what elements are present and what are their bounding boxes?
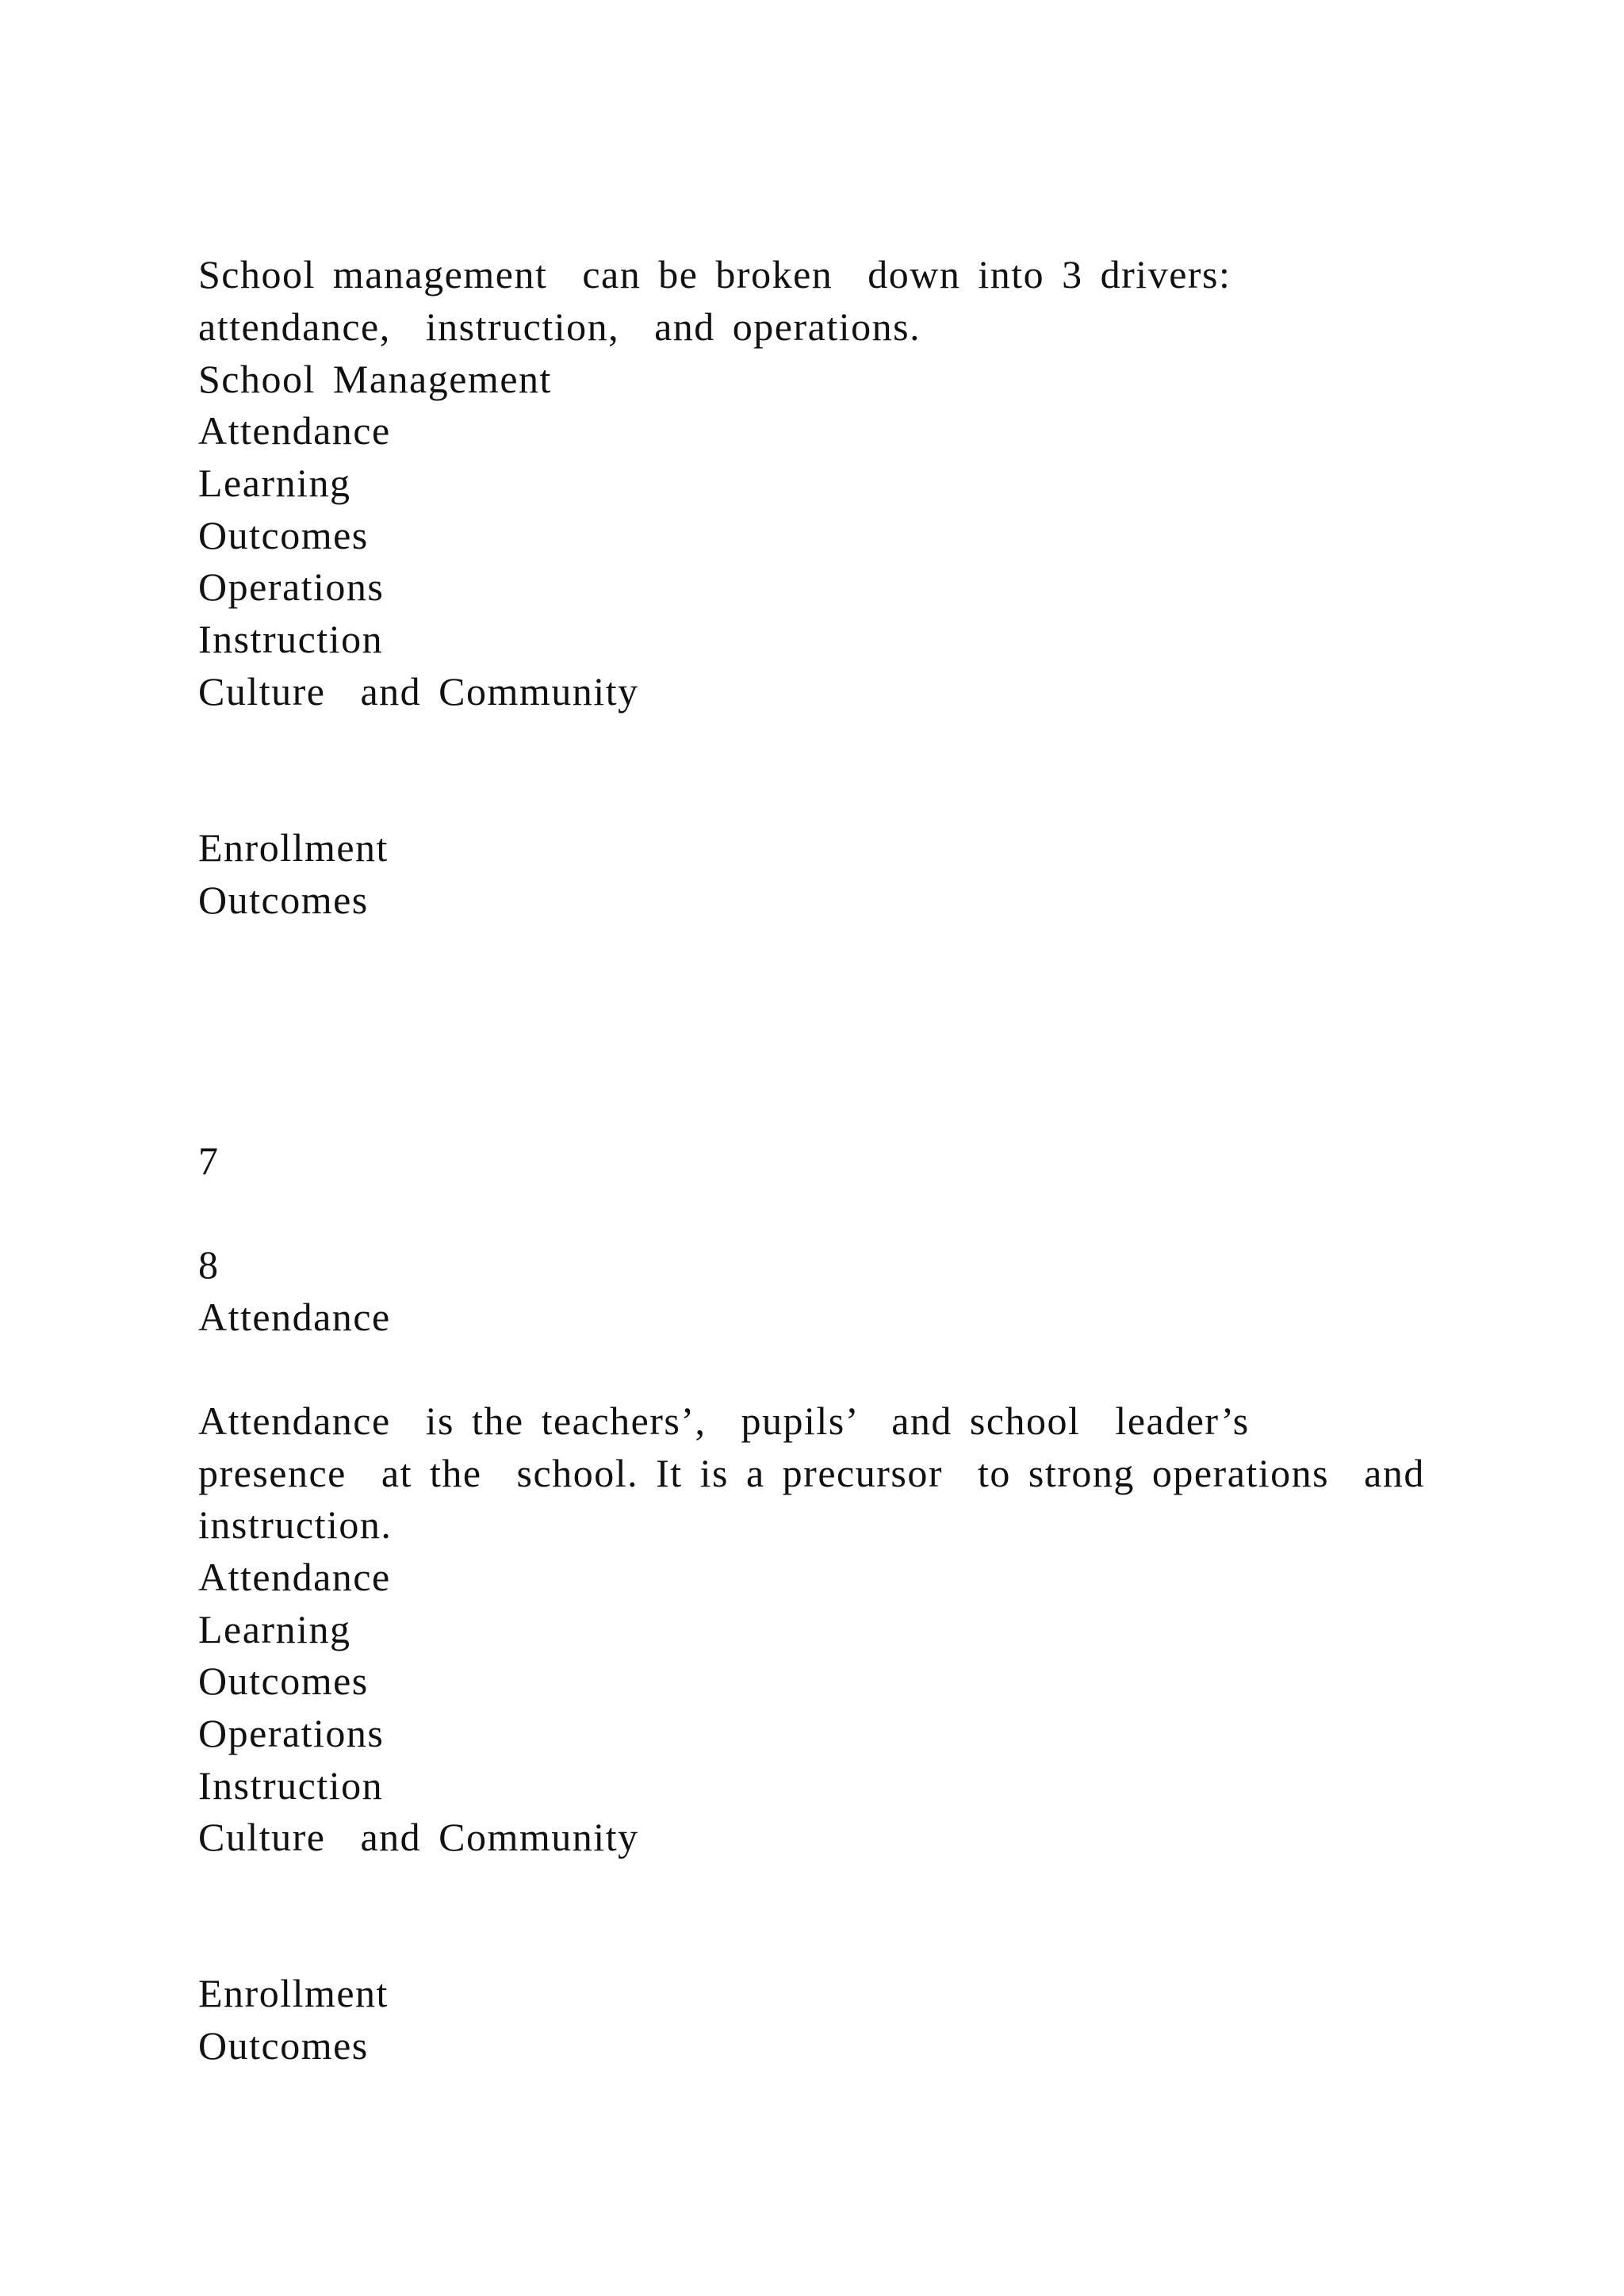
section-heading-attendance: Attendance xyxy=(198,1295,391,1339)
driver-item-outcomes: Outcomes xyxy=(198,513,369,557)
driver-item-instruction: Instruction xyxy=(198,617,384,661)
driver-item-operations: Operations xyxy=(198,564,385,609)
driver-item-operations-2: Operations xyxy=(198,1711,385,1755)
attendance-intro-line-3: instruction. xyxy=(198,1502,393,1547)
page-number-7: 7 xyxy=(198,1138,220,1183)
attendance-intro-line-1: Attendance is the teachers’, pupils’ and school leader’s xyxy=(198,1399,1250,1443)
driver-item-culture-community-2: Culture and Community xyxy=(198,1815,639,1859)
section-heading-school-management: School Management xyxy=(198,357,552,401)
driver-item-outcomes-2: Outcomes xyxy=(198,1659,369,1703)
footer-enrollment: Enrollment xyxy=(198,825,389,870)
footer-outcomes-2: Outcomes xyxy=(198,2023,369,2068)
driver-item-instruction-2: Instruction xyxy=(198,1763,384,1808)
page-number-8: 8 xyxy=(198,1242,220,1287)
driver-item-culture-community: Culture and Community xyxy=(198,669,639,714)
driver-item-learning: Learning xyxy=(198,461,351,505)
footer-outcomes: Outcomes xyxy=(198,878,369,922)
intro-line-1: School management can be broken down into 3 drivers: xyxy=(198,252,1231,297)
footer-enrollment-2: Enrollment xyxy=(198,1971,389,2015)
driver-item-learning-2: Learning xyxy=(198,1607,351,1651)
driver-item-attendance: Attendance xyxy=(198,408,391,453)
intro-line-2: attendance, instruction, and operations. xyxy=(198,304,921,349)
attendance-intro-line-2: presence at the school. It is a precursor to strong operations and xyxy=(198,1451,1425,1495)
driver-item-attendance-2: Attendance xyxy=(198,1555,391,1599)
